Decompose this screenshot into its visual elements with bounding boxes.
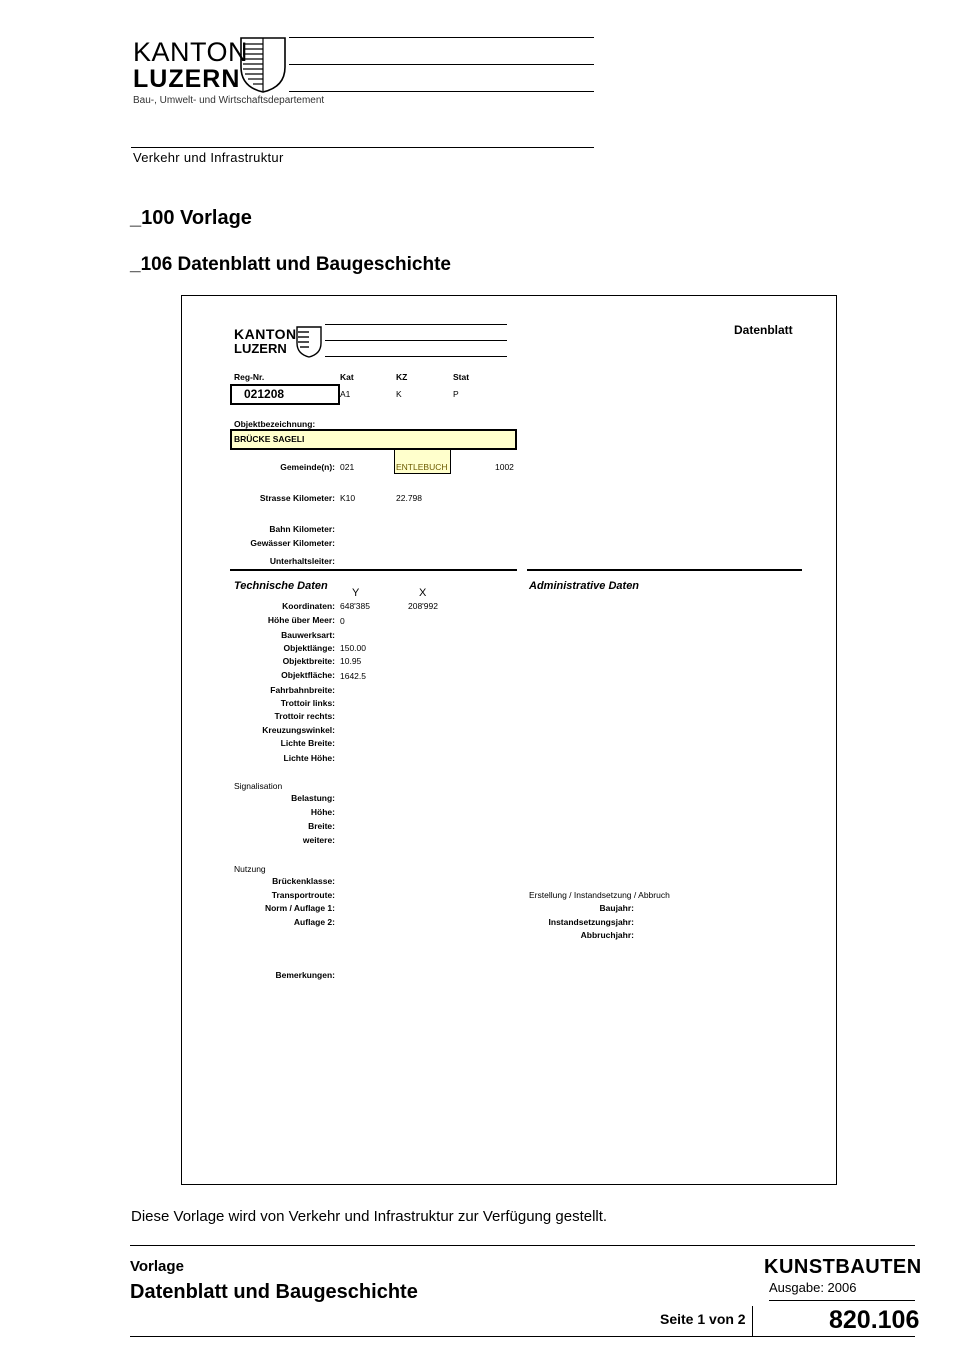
trottoir-links-label: Trottoir links:	[280, 698, 335, 708]
flaeche-label: Objektfläche:	[281, 670, 335, 680]
technische-heading: Technische Daten	[234, 580, 328, 592]
footer-ausgabe-rule	[769, 1300, 915, 1301]
bauwerksart-label: Bauwerksart:	[281, 630, 335, 640]
logo-kanton-text: KANTON	[133, 37, 249, 67]
coat-of-arms-icon	[239, 37, 287, 93]
footer-bottom-rule	[130, 1336, 915, 1337]
weitere-label: weitere:	[302, 835, 335, 845]
section-heading: _100 Vorlage	[130, 207, 252, 229]
mini-logo-luzern: LUZERN	[234, 341, 287, 356]
footer-page-number: Seite 1 von 2	[660, 1311, 746, 1327]
footer-vorlage: Vorlage	[130, 1258, 184, 1275]
coord-x-header: X	[419, 587, 427, 599]
footer-kunstbauten: KUNSTBAUTEN	[764, 1256, 922, 1278]
reg-nr-value: 021208	[244, 387, 285, 401]
letterhead-rule	[289, 91, 594, 92]
coord-y-header: Y	[352, 587, 360, 599]
administrative-rule	[527, 569, 802, 571]
footer-document-number: 820.106	[829, 1306, 920, 1334]
abbruch-label: Abbruchjahr:	[580, 930, 634, 940]
breite-label: Objektbreite:	[282, 656, 335, 666]
nutzung-heading: Nutzung	[234, 864, 266, 874]
koord-x-value: 208'992	[408, 601, 438, 611]
unterhalt-label: Unterhaltsleiter:	[269, 556, 335, 566]
flaeche-value: 1642.5	[340, 671, 366, 681]
transportroute-label: Transportroute:	[271, 890, 335, 900]
strasse-km: 22.798	[396, 493, 422, 503]
header-kat: Kat	[340, 372, 354, 382]
reg-nr-box	[230, 384, 340, 405]
koord-y-value: 648'385	[340, 601, 370, 611]
department-name: Bau-, Umwelt- und Wirtschaftsdepartement	[133, 95, 325, 106]
brueckenklasse-label: Brückenklasse:	[272, 876, 335, 886]
gewaesser-label: Gewässer Kilometer:	[250, 538, 335, 548]
logo-luzern-text: LUZERN	[133, 65, 241, 93]
objekt-value: BRÜCKE SAGELI	[234, 434, 305, 444]
letterhead-rule	[131, 147, 594, 148]
mini-letterhead-rule	[325, 324, 507, 325]
subsection-heading: _106 Datenblatt und Baugeschichte	[130, 254, 451, 275]
mini-logo-kanton: KANTON	[234, 326, 297, 342]
header-stat: Stat	[453, 372, 470, 382]
koordinaten-label: Koordinaten:	[282, 601, 335, 611]
hoehe-meer-label: Höhe über Meer:	[267, 615, 335, 625]
kreuzung-label: Kreuzungswinkel:	[262, 725, 335, 735]
bahn-label: Bahn Kilometer:	[269, 524, 335, 534]
header-reg-nr: Reg-Nr.	[234, 372, 265, 382]
mini-coat-of-arms-icon	[296, 326, 322, 358]
baujahr-label: Baujahr:	[599, 903, 634, 913]
bemerkungen-label: Bemerkungen:	[275, 970, 335, 980]
letterhead-rule	[289, 37, 594, 38]
footer-divider	[752, 1306, 753, 1336]
objekt-label: Objektbezeichnung:	[234, 419, 316, 429]
gemeinde-name: ENTLEBUCH	[396, 462, 448, 472]
datasheet-frame	[181, 295, 837, 1185]
fahrbahn-label: Fahrbahnbreite:	[270, 685, 335, 695]
trottoir-rechts-label: Trottoir rechts:	[274, 711, 335, 721]
mini-logo	[234, 326, 326, 362]
erstellung-heading: Erstellung / Instandsetzung / Abbruch	[529, 890, 670, 900]
header-kz: KZ	[396, 372, 408, 382]
laenge-label: Objektlänge:	[283, 643, 335, 653]
gemeinde-nr: 021	[340, 462, 355, 472]
hoehe-meer-value: 0	[340, 616, 345, 626]
strasse-value: K10	[340, 493, 356, 503]
footer-top-rule	[130, 1245, 915, 1246]
footer-document-title: Datenblatt und Baugeschichte	[130, 1281, 418, 1303]
kat-value: A1	[340, 389, 351, 399]
objekt-box	[230, 429, 517, 450]
footer-ausgabe: Ausgabe: 2006	[769, 1280, 857, 1295]
lichte-hoehe-label: Lichte Höhe:	[283, 753, 335, 763]
gemeinde-bfs: 1002	[495, 462, 514, 472]
mini-letterhead-rule	[325, 340, 507, 341]
kz-value: K	[396, 389, 402, 399]
belastung-label: Belastung:	[291, 793, 335, 803]
gemeinde-name-box	[394, 450, 451, 474]
sig-breite-label: Breite:	[308, 821, 335, 831]
stat-value: P	[453, 389, 459, 399]
gemeinde-label: Gemeinde(n):	[280, 462, 335, 472]
signalisation-heading: Signalisation	[234, 781, 283, 791]
mini-letterhead-rule	[325, 356, 507, 357]
availability-note: Diese Vorlage wird von Verkehr und Infrastruktur zur Verfügung gestellt.	[131, 1208, 608, 1225]
datasheet-title: Datenblatt	[734, 323, 793, 337]
sig-hoehe-label: Höhe:	[310, 807, 335, 817]
auflage2-label: Auflage 2:	[293, 917, 335, 927]
breite-value: 10.95	[340, 656, 362, 666]
letterhead-rule	[289, 64, 594, 65]
instandsetzung-label: Instandsetzungsjahr:	[548, 917, 634, 927]
laenge-value: 150.00	[340, 643, 366, 653]
norm-auflage-label: Norm / Auflage 1:	[264, 903, 335, 913]
technische-rule	[230, 569, 517, 571]
office-name: Verkehr und Infrastruktur	[133, 150, 284, 165]
administrative-heading: Administrative Daten	[529, 580, 640, 592]
strasse-label: Strasse Kilometer:	[259, 493, 335, 503]
lichte-breite-label: Lichte Breite:	[280, 738, 335, 748]
